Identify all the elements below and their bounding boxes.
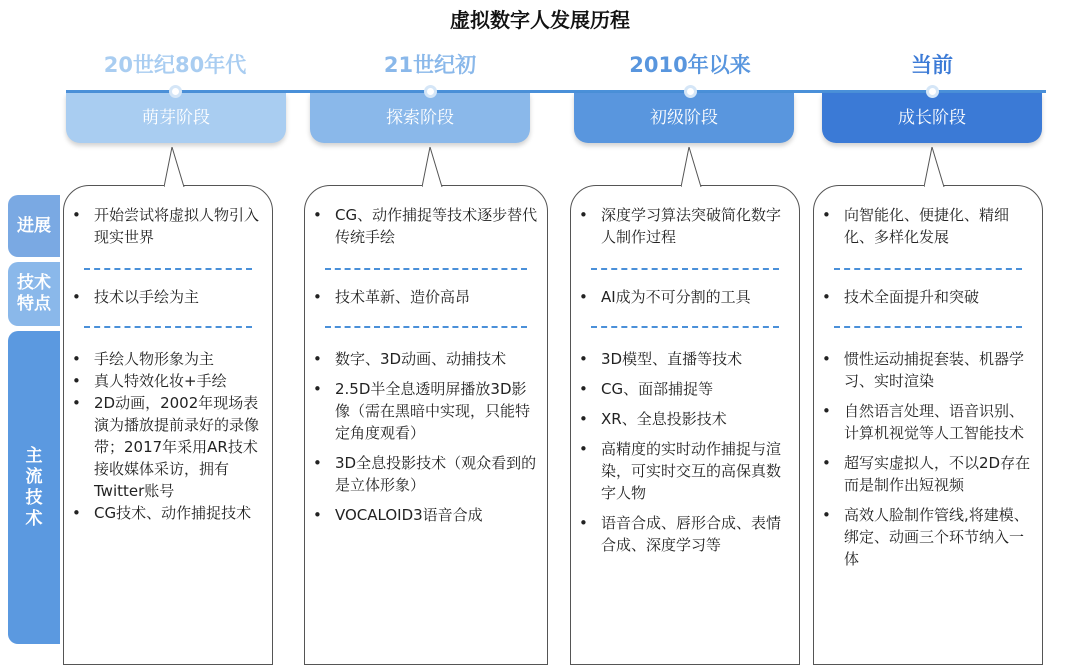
features-block <box>814 286 1042 308</box>
row-label-features <box>8 262 60 326</box>
mainstream-item: • 惯性运动捕捉套装、机器学习、实时渲染 <box>814 348 1042 392</box>
stage-card <box>63 185 273 665</box>
mainstream-item: • 自然语言处理、语音识别、计算机视觉等人工智能技术 <box>814 400 1042 444</box>
features-item: • 技术革新、造价高昂 <box>305 286 547 308</box>
era-label: 当前 <box>911 53 953 77</box>
stage-box: 探索阶段 <box>310 93 530 143</box>
row-label-text: 进展 <box>17 215 51 236</box>
mainstream-item: • 3D全息投影技术（观众看到的是立体形象） <box>305 452 547 496</box>
diagram-title: 虚拟数字人发展历程 <box>450 8 630 32</box>
mainstream-item: • 2D动画，2002年现场表演为播放提前录好的录像带；2017年采用AR技术接收媒体采访，拥有Twitter账号 <box>64 392 272 502</box>
mainstream-item: • 真人特效化妆+手绘 <box>64 370 272 392</box>
progress-block <box>305 204 547 248</box>
stage-card <box>570 185 800 665</box>
dashed-divider <box>84 268 252 270</box>
progress-item: • 向智能化、便捷化、精细化、多样化发展 <box>814 204 1042 248</box>
stage-box: 初级阶段 <box>574 93 794 143</box>
mainstream-item: • CG、面部捕捉等 <box>571 378 799 400</box>
card-notch <box>681 147 711 187</box>
features-block <box>571 286 799 308</box>
features-item: • 技术以手绘为主 <box>64 286 272 308</box>
features-block <box>305 286 547 308</box>
mainstream-item: • 2.5D半全息透明屏播放3D影像（需在黑暗中实现，只能特定角度观看） <box>305 378 547 444</box>
dashed-divider <box>591 326 779 328</box>
mainstream-item: • 高精度的实时动作捕捉与渲染，可实时交互的高保真数字人物 <box>571 438 799 504</box>
dashed-divider <box>834 326 1022 328</box>
mainstream-item: • CG技术、动作捕捉技术 <box>64 502 272 524</box>
progress-block <box>64 204 272 248</box>
row-label-text: 技术 特点 <box>17 273 51 314</box>
row-label-mainstream <box>8 331 60 644</box>
dashed-divider <box>591 268 779 270</box>
timeline-dot <box>169 85 182 98</box>
mainstream-item: • 高效人脸制作管线,将建模、绑定、动画三个环节纳入一体 <box>814 504 1042 570</box>
progress-item: • 深度学习算法突破简化数字人制作过程 <box>571 204 799 248</box>
mainstream-item: • 语音合成、唇形合成、表情合成、深度学习等 <box>571 512 799 556</box>
era-label: 2010年以来 <box>629 53 751 77</box>
card-notch <box>422 147 452 187</box>
card-notch <box>164 147 194 187</box>
stage-card <box>813 185 1043 665</box>
timeline-dot <box>684 85 697 98</box>
mainstream-block <box>305 348 547 526</box>
mainstream-item: • 手绘人物形象为主 <box>64 348 272 370</box>
progress-block <box>814 204 1042 248</box>
features-item: • AI成为不可分割的工具 <box>571 286 799 308</box>
mainstream-item: • VOCALOID3语音合成 <box>305 504 547 526</box>
stage-card <box>304 185 548 665</box>
mainstream-block <box>64 348 272 524</box>
stage-box: 成长阶段 <box>822 93 1042 143</box>
mainstream-item: • 超写实虚拟人，不以2D存在而是制作出短视频 <box>814 452 1042 496</box>
card-notch <box>924 147 954 187</box>
row-label-progress <box>8 195 60 257</box>
dashed-divider <box>325 268 527 270</box>
mainstream-item: • 数字、3D动画、动捕技术 <box>305 348 547 370</box>
progress-item: • CG、动作捕捉等技术逐步替代传统手绘 <box>305 204 547 248</box>
mainstream-block <box>814 348 1042 570</box>
timeline-dot <box>926 85 939 98</box>
dashed-divider <box>84 326 252 328</box>
row-label-text: 主 流 技 术 <box>25 445 43 529</box>
mainstream-item: • XR、全息投影技术 <box>571 408 799 430</box>
mainstream-block <box>571 348 799 556</box>
features-item: • 技术全面提升和突破 <box>814 286 1042 308</box>
dashed-divider <box>834 268 1022 270</box>
progress-block <box>571 204 799 248</box>
stage-box: 萌芽阶段 <box>66 93 286 143</box>
era-label: 21世纪初 <box>383 53 477 77</box>
timeline-dot <box>424 85 437 98</box>
features-block <box>64 286 272 308</box>
era-label: 20世纪80年代 <box>103 53 247 77</box>
progress-item: • 开始尝试将虚拟人物引入现实世界 <box>64 204 272 248</box>
mainstream-item: • 3D模型、直播等技术 <box>571 348 799 370</box>
dashed-divider <box>325 326 527 328</box>
